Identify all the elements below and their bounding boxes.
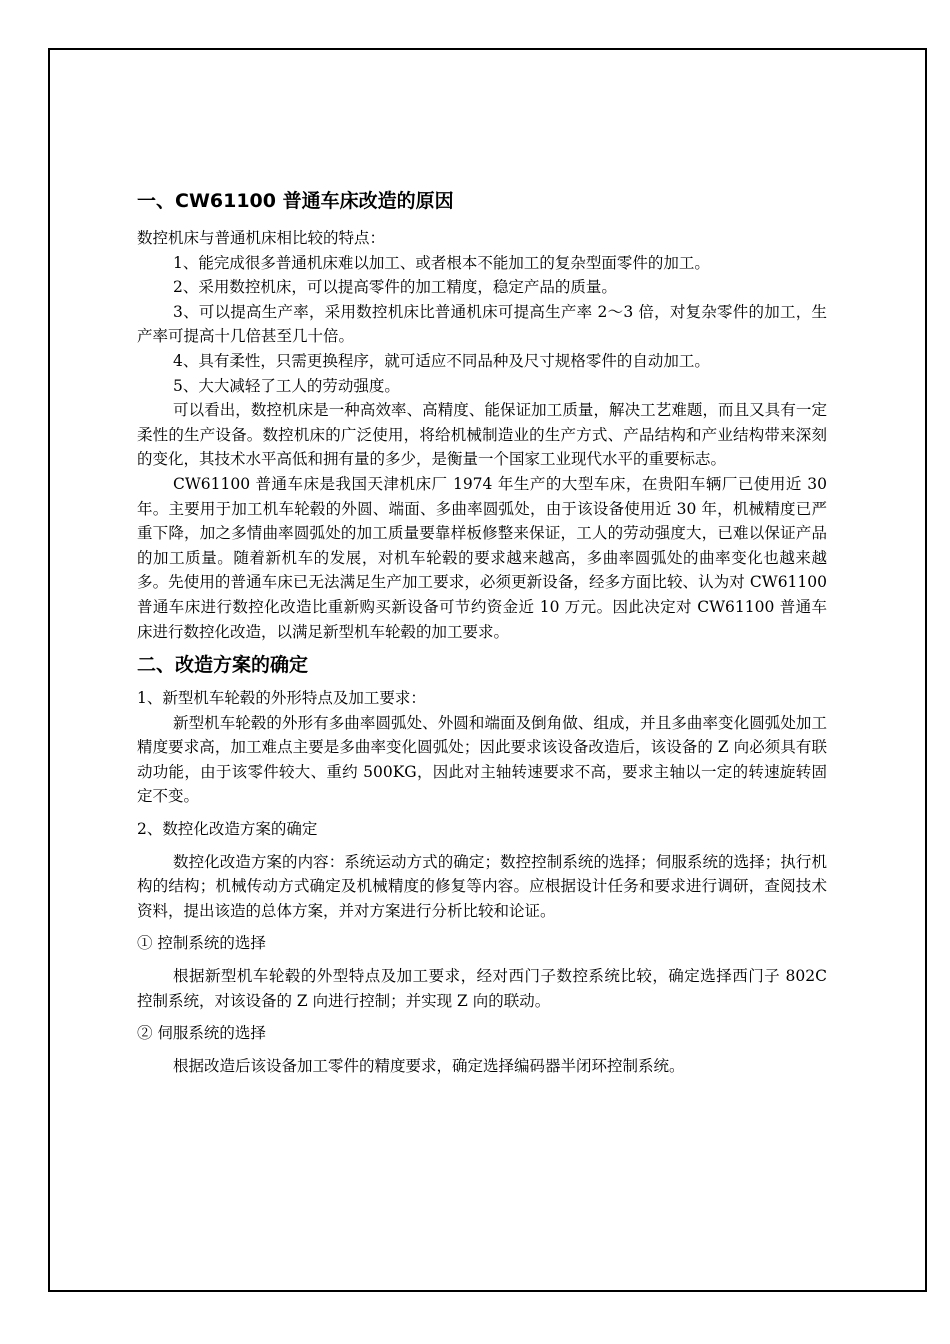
feature-point-5: 5、大大减轻了工人的劳动强度。 <box>173 376 400 395</box>
feature-point-3: 3、可以提高生产率，采用数控机床比普通机床可提高生产率 2～3 倍，对复杂零件的加工，生产率可提高十几倍甚至几十倍。 <box>137 302 827 346</box>
sub1-body: 根据新型机车轮毂的外型特点及加工要求，经对西门子数控系统比较，确定选择西门子 802C 控制系统，对该设备的 Z 向进行控制；并实现 Z 向的联动。 <box>137 967 827 1010</box>
feature-point-4: 4、具有柔性，只需更换程序，就可适应不同品种及尺寸规格零件的自动加工。 <box>173 351 710 370</box>
summary-paragraph: 可以看出，数控机床是一种高效率、高精度、能保证加工质量，解决工艺难题，而且又具有一定柔性的生产设备。数控机床的广泛使用，将给机械制造业的生产方式、产品结构和产业结构带来深刻的变化，其技术水平高低和拥有量的多少，是衡量一个国家工业现代水平的重要标志。 <box>137 401 827 469</box>
item1-heading: 1、新型机车轮毂的外形特点及加工要求： <box>137 689 426 708</box>
sub1-heading: ① 控制系统的选择 <box>137 934 266 953</box>
feature-point-1: 1、能完成很多普通机床难以加工、或者根本不能加工的复杂型面零件的加工。 <box>173 253 710 272</box>
item1-body: 新型机车轮毂的外形有多曲率圆弧处、外圆和端面及倒角做、组成，并且多曲率变化圆弧处加工精度要求高，加工难点主要是多曲率变化圆弧处；因此要求该设备改造后，该设备的 Z 向必须具有联动功能，由于该零件较大、重约 500KG，因此对主轴转速要求不高，要求主轴以一定的转速旋转固定不变。 <box>137 713 827 806</box>
item2-heading: 2、数控化改造方案的确定 <box>137 820 318 839</box>
background-paragraph: CW61100 普通车床是我国天津机床厂 1974 年生产的大型车床，在贵阳车辆厂已使用近 30 年。主要用于加工机车轮毂的外圆、端面、多曲率圆弧处，由于该设备使用近 30 年，机械精度已严重下降，加之多情曲率圆弧处的加工质量要靠样板修整来保证，工人的劳动强度大，已难以保证产品的加工质量。随着新机车的发展，对机车轮毂的要求越来越高，多曲率圆弧处的曲率变化也越来越多。先使用的普通车床已无法满足生产加工要求，必须更新设备，经多方面比较、认为对 CW61100 普通车床进行数控化改造比重新购买新设备可节约资金近 10 万元。因此决定对 CW61100 普通车床进行数控化改造，以满足新型机车轮毂的加工要求。 <box>137 474 827 641</box>
document-body <box>137 188 827 1078</box>
sub2-heading: ② 伺服系统的选择 <box>137 1024 266 1043</box>
feature-point-2: 2、采用数控机床，可以提高零件的加工精度，稳定产品的质量。 <box>173 278 617 297</box>
section2-title: 二、改造方案的确定 <box>137 654 309 677</box>
item2-body: 数控化改造方案的内容：系统运动方式的确定；数控控制系统的选择；伺服系统的选择；执行机构的结构；机械传动方式确定及机械精度的修复等内容。应根据设计任务和要求进行调研，查阅技术资料，提出该造的总体方案，并对方案进行分析比较和论证。 <box>137 852 827 920</box>
section1-title: 一、CW61100 普通车床改造的原因 <box>137 190 454 212</box>
sub2-body: 根据改造后该设备加工零件的精度要求，确定选择编码器半闭环控制系统。 <box>173 1056 685 1075</box>
section1-intro: 数控机床与普通机床相比较的特点： <box>137 229 386 247</box>
